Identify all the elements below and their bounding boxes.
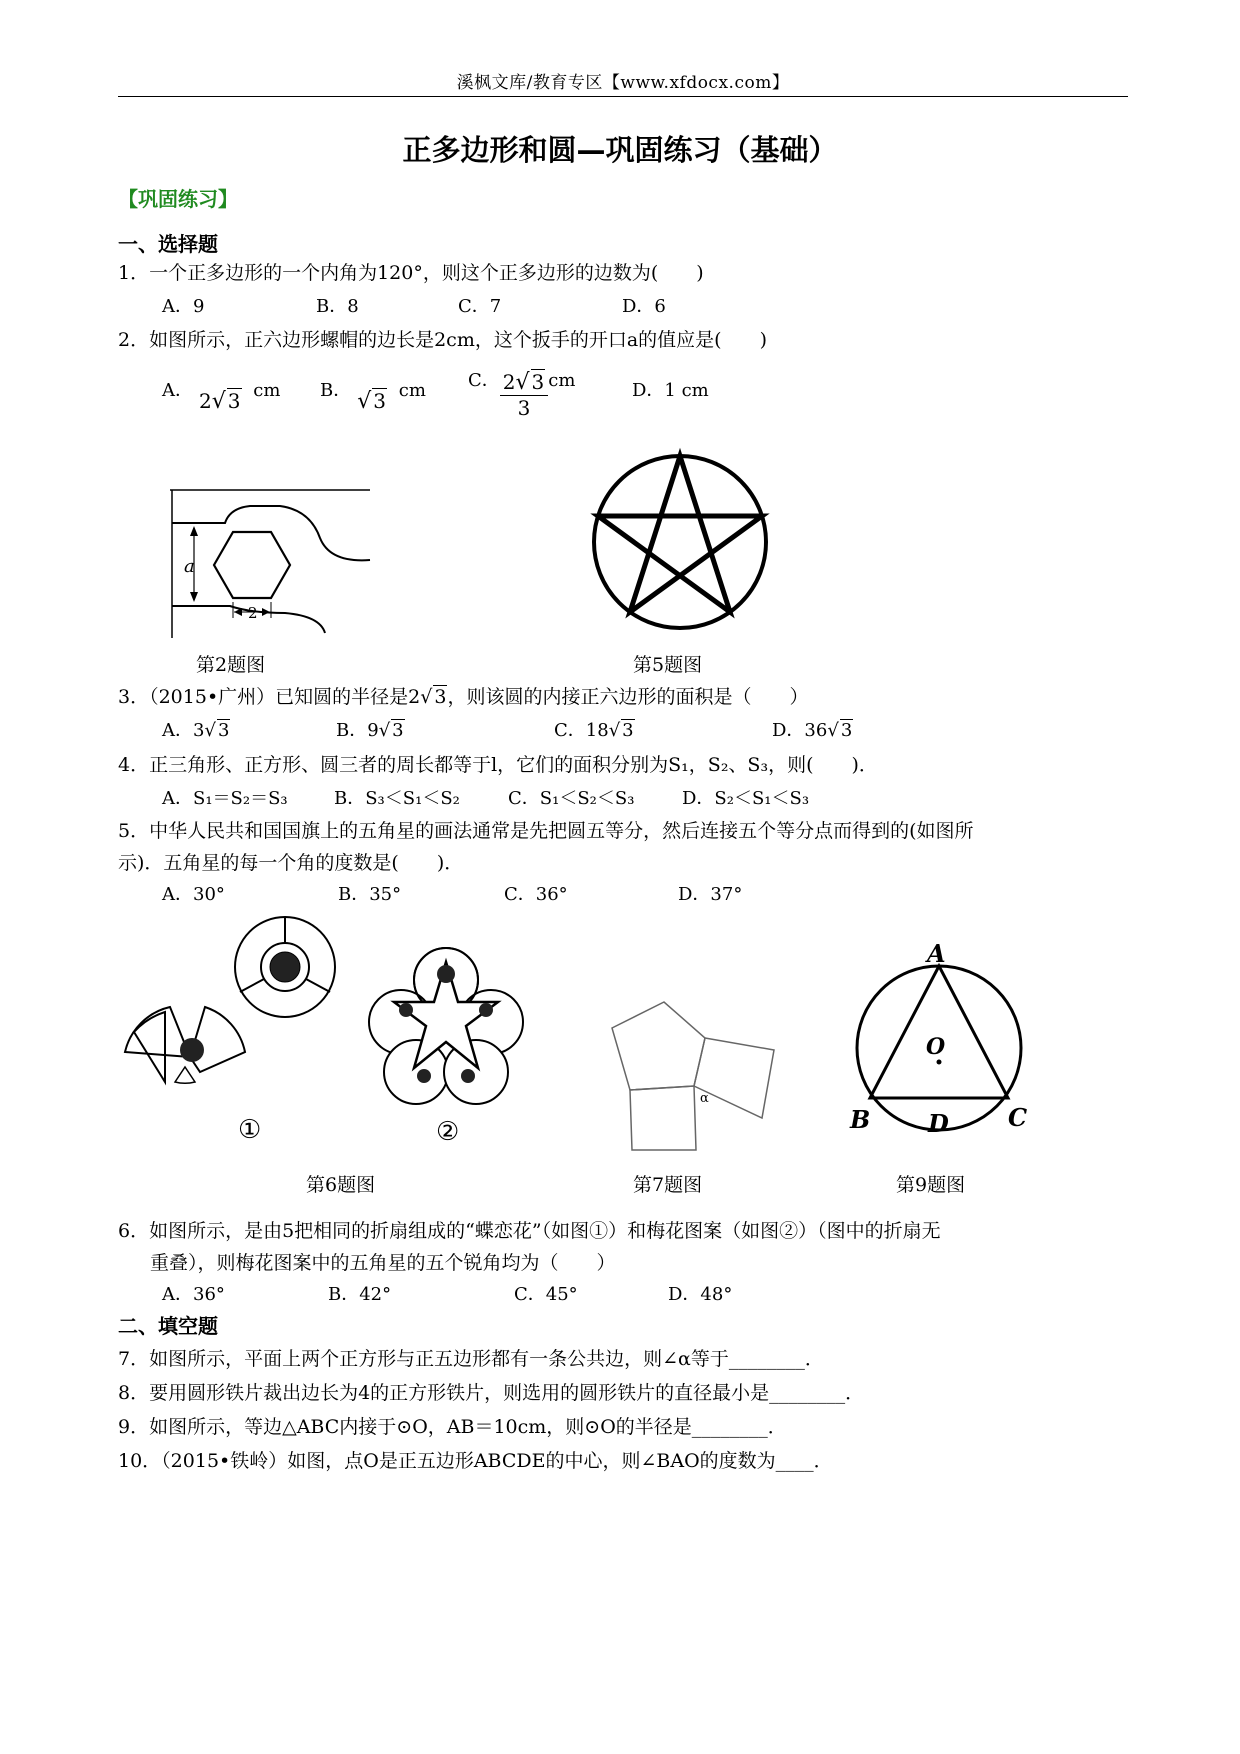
question-5-option-a: A．30° <box>162 884 225 905</box>
label-2: 2 <box>248 604 258 622</box>
point-label-d: D <box>928 1109 949 1138</box>
center-label-o: O <box>926 1034 946 1060</box>
question-1-option-d: D．6 <box>622 296 666 317</box>
question-1-option-b: B．8 <box>316 296 359 317</box>
question-2-option-d: D．1 cm <box>632 380 709 401</box>
question-4-option-a: A．S₁＝S₂＝S₃ <box>162 788 288 809</box>
question-6-option-d: D．48° <box>668 1284 733 1305</box>
question-3-option-a: A．3√ 3 <box>162 720 230 741</box>
figure-6-caption: 第6题图 <box>306 1174 376 1196</box>
question-6-stem-line2: 重叠），则梅花图案中的五角星的五个锐角均为（ ） <box>150 1252 616 1274</box>
question-6-option-a: A．36° <box>162 1284 225 1305</box>
butterfly-fan-figure <box>130 922 370 1145</box>
figure-9-caption: 第9题图 <box>896 1174 966 1196</box>
pentagram-circle-figure <box>590 452 770 632</box>
section-choice-heading: 一、选择题 <box>118 232 218 256</box>
pentagon-squares-figure <box>612 1000 782 1150</box>
inscribed-triangle-figure <box>842 939 1042 1150</box>
question-2-option-a: A． 2√ 3 cm <box>162 380 281 414</box>
question-1-option-c: C．7 <box>458 296 502 317</box>
page-title: 正多边形和圆—巩固练习（基础） <box>402 133 838 167</box>
question-3-option-c: C．18√ 3 <box>554 720 634 741</box>
practice-label: 【巩固练习】 <box>118 187 238 211</box>
question-4-option-d: D．S₂＜S₁＜S₃ <box>682 788 810 809</box>
question-6-stem-line1: 6．如图所示，是由5把相同的折扇组成的“蝶恋花”（如图①）和梅花图案（如图②）（图中的折扇无 <box>118 1220 941 1242</box>
question-2-option-b: B． √ 3 cm <box>320 380 426 414</box>
question-4-stem: 4．正三角形、正方形、圆三者的周长都等于l，它们的面积分别为S₁，S₂、S₃，则( )． <box>118 754 878 776</box>
figure-5-caption: 第5题图 <box>633 654 703 676</box>
vertex-label-c: C <box>1008 1103 1028 1132</box>
header-rule <box>118 96 1128 97</box>
question-5-stem-line2: 示)．五角星的每一个角的度数是( )． <box>118 852 464 874</box>
page-header: 溪枫文库/教育专区【www.xfdocx.com】 <box>456 73 790 93</box>
question-5-option-c: C．36° <box>504 884 568 905</box>
question-1-option-a: A．9 <box>162 296 205 317</box>
question-5-stem-line1: 5．中华人民共和国国旗上的五角星的画法通常是先把圆五等分，然后连接五个等分点而得到的(如图所 <box>118 820 974 842</box>
question-2-option-c: C． $\frac{2√ 3}{3}$ cm <box>468 370 576 420</box>
label-alpha: α <box>700 1091 709 1106</box>
question-6-option-c: C．45° <box>514 1284 578 1305</box>
question-3-option-b: B．9√ 3 <box>336 720 404 741</box>
question-2-stem: 2．如图所示，正六边形螺帽的边长是2cm，这个扳手的开口a的值应是( ) <box>118 329 767 351</box>
question-3-stem: 3．（2015•广州）已知圆的半径是2√ 3，则该圆的内接正六边形的面积是（ ） <box>118 686 809 708</box>
figure-label-2: ② <box>436 1117 460 1147</box>
question-3-option-d: D．36√ 3 <box>772 720 853 741</box>
question-1-stem: 1．一个正多边形的一个内角为120°，则这个正多边形的边数为( ) <box>118 262 704 284</box>
question-9-stem: 9．如图所示，等边△ABC内接于⊙O，AB＝10cm，则⊙O的半径是________． <box>118 1416 787 1438</box>
section-fill-heading: 二、填空题 <box>118 1314 218 1338</box>
label-a: a <box>184 556 195 577</box>
figure-7-caption: 第7题图 <box>633 1174 703 1196</box>
question-7-stem: 7．如图所示，平面上两个正方形与正五边形都有一条公共边，则∠α等于________． <box>118 1348 824 1370</box>
question-4-option-c: C．S₁＜S₂＜S₃ <box>508 788 635 809</box>
vertex-label-b: B <box>850 1105 871 1134</box>
wrench-hexagon-figure <box>170 488 370 638</box>
figure-2-caption: 第2题图 <box>196 654 266 676</box>
question-6-option-b: B．42° <box>328 1284 392 1305</box>
question-8-stem: 8．要用圆形铁片裁出边长为4的正方形铁片，则选用的圆形铁片的直径最小是________． <box>118 1382 865 1404</box>
figure-label-1: ① <box>238 1115 262 1145</box>
question-5-option-b: B．35° <box>338 884 402 905</box>
question-5-option-d: D．37° <box>678 884 743 905</box>
vertex-label-a: A <box>927 939 946 968</box>
question-10-stem: 10．（2015•铁岭）如图，点O是正五边形ABCDE的中心，则∠BAO的度数为____． <box>118 1450 833 1472</box>
plum-flower-fan-figure <box>376 950 516 1147</box>
question-4-option-b: B．S₃＜S₁＜S₂ <box>334 788 460 809</box>
